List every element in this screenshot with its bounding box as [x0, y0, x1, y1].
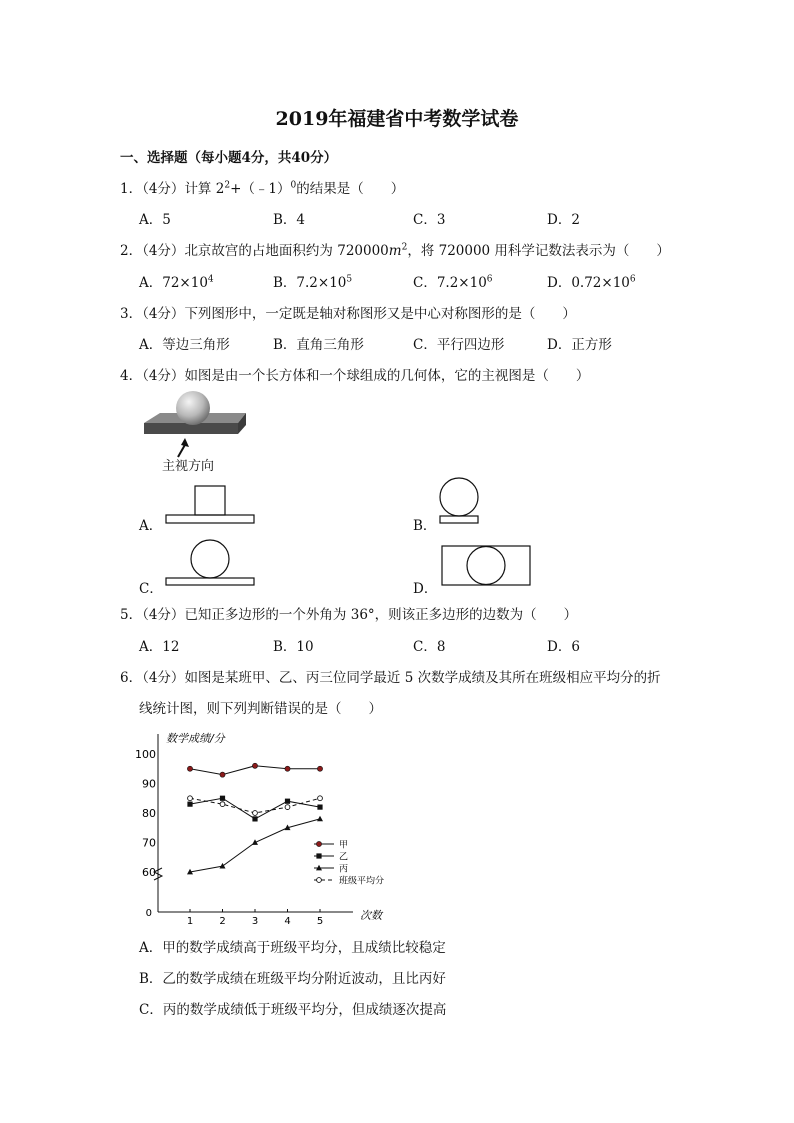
q2-option-c: [413, 271, 493, 291]
data-point: [187, 802, 192, 807]
q2-option-b-sup: 5: [346, 274, 353, 285]
q6-number: 6．: [120, 670, 143, 686]
legend-marker: [316, 853, 321, 858]
q4-option-d-figure: [440, 544, 534, 588]
q5-option-b: B．10: [273, 639, 314, 655]
data-point: [220, 772, 225, 777]
data-point: [285, 799, 290, 804]
view-direction-label: 主视方向: [162, 459, 215, 474]
data-point: [318, 796, 323, 801]
y-tick-labels: [135, 748, 156, 879]
data-point: [187, 766, 192, 771]
y-tick-label: 90: [142, 777, 156, 791]
q1-sup-1: 2: [224, 180, 231, 191]
series-3: [188, 796, 323, 816]
legend-label: 丙: [339, 864, 349, 875]
data-point: [285, 766, 290, 771]
q5-option-a: A．12: [139, 639, 180, 655]
data-point: [252, 816, 257, 821]
q1-points: （4分）: [142, 181, 185, 197]
y-tick-label: 100: [135, 748, 156, 761]
legend-label: 乙: [339, 852, 349, 863]
x-tick-label: 4: [284, 916, 291, 927]
y-axis-label: 数学成绩/分: [166, 732, 225, 745]
q4-text: 如图是由一个长方体和一个球组成的几何体，它的主视图是（ ）: [184, 368, 590, 384]
x-tick-label: 2: [219, 916, 226, 927]
q2-option-c-sup: 6: [486, 274, 493, 285]
q1-number: 1．: [120, 181, 143, 197]
chart-legend: [314, 840, 384, 887]
y-tick-label: 60: [142, 866, 156, 879]
q6-text-line1: 如图是某班甲、乙、丙三位同学最近 5 次数学成绩及其所在班级相应平均分的折: [184, 670, 661, 686]
legend-marker: [317, 878, 322, 883]
q2-text-b: ，将 720000 用科学记数法表示为（ ）: [407, 243, 670, 259]
option-c-circle: [191, 540, 229, 578]
q3-option-b: B．直角三角形: [273, 337, 364, 353]
q4-points: （4分）: [142, 368, 185, 384]
q6-points: （4分）: [142, 670, 185, 686]
q5-option-d: D．6: [547, 639, 580, 655]
question-2: [120, 239, 670, 259]
page-title: 2019年福建省中考数学试卷: [275, 108, 519, 130]
q6-option-b: B．乙的数学成绩在班级平均分附近波动，且比丙好: [139, 971, 446, 987]
q2-points: （4分）: [142, 243, 185, 259]
question-3: [120, 302, 576, 322]
data-point: [220, 796, 225, 801]
q1-option-c: C．3: [413, 212, 446, 228]
series-1: [187, 796, 322, 822]
q5-text: 已知正多边形的一个外角为 36°，则该正多边形的边数为（ ）: [184, 607, 578, 623]
q3-points: （4分）: [142, 306, 185, 322]
q1-text-c: 的结果是（ ）: [296, 181, 405, 197]
q4-option-b-figure: [436, 476, 482, 526]
question-4: [120, 364, 589, 384]
q4-option-d: D．: [413, 581, 438, 597]
q6-option-a: A．甲的数学成绩高于班级平均分，且成绩比较稳定: [139, 940, 446, 956]
x-axis-label: 次数: [360, 909, 382, 922]
q4-option-a: A．: [139, 518, 163, 534]
option-d-circle: [467, 547, 505, 585]
option-d-rect: [442, 546, 530, 585]
q3-option-d: D．正方形: [547, 337, 612, 353]
data-point: [253, 811, 258, 816]
q2-option-d: [547, 271, 636, 291]
q3-option-a: A．等边三角形: [139, 337, 230, 353]
view-arrow-head: [181, 438, 189, 447]
q4-option-c: C．: [139, 581, 163, 597]
q4-number: 4．: [120, 368, 143, 384]
q1-sup-2: 0: [290, 180, 297, 191]
data-point: [252, 763, 257, 768]
q5-option-c: C．8: [413, 639, 446, 655]
q1-option-d: D．2: [547, 212, 580, 228]
option-c-base: [166, 578, 254, 585]
origin-label: 0: [145, 908, 152, 919]
series-0: [187, 763, 322, 777]
option-b-base: [440, 516, 478, 523]
q2-option-a-sup: 4: [207, 274, 214, 285]
q2-option-d-sup: 6: [629, 274, 636, 285]
q6-text-line2: 线统计图，则下列判断错误的是（ ）: [139, 701, 382, 717]
data-point: [317, 805, 322, 810]
series-line: [190, 819, 320, 872]
chart-series: [187, 763, 323, 874]
q2-sup: 2: [401, 242, 408, 253]
q1-option-a: A．5: [139, 212, 171, 228]
option-a-square: [195, 486, 225, 515]
sphere: [176, 391, 210, 425]
q2-option-b: [273, 271, 352, 291]
q2-option-a-label: A．72×10: [139, 275, 208, 291]
section-heading: 一、选择题（每小题4分，共40分）: [120, 150, 338, 166]
q2-unit: m: [388, 243, 402, 259]
q4-option-b: B．: [413, 518, 437, 534]
series-2: [187, 816, 323, 875]
q2-option-c-label: C．7.2×10: [413, 275, 487, 291]
q1-option-b: B．4: [273, 212, 306, 228]
chart-axes: [154, 734, 353, 912]
option-b-circle: [440, 478, 478, 516]
q2-text-a: 北京故宫的占地面积约为 720000: [184, 243, 389, 259]
y-tick-label: 80: [142, 807, 156, 820]
data-point: [220, 802, 225, 807]
q2-option-d-label: D．0.72×10: [547, 275, 630, 291]
q5-points: （4分）: [142, 607, 185, 623]
question-5: [120, 603, 577, 623]
data-point: [188, 796, 193, 801]
q3-number: 3．: [120, 306, 143, 322]
q5-number: 5．: [120, 607, 143, 623]
q2-option-a: [139, 271, 214, 291]
data-point: [285, 805, 290, 810]
legend-marker: [316, 841, 321, 846]
data-point: [317, 816, 323, 822]
q3-text: 下列图形中，一定既是轴对称图形又是中心对称图形的是（ ）: [184, 306, 576, 322]
q3-option-c: C．平行四边形: [413, 337, 505, 353]
data-point: [252, 839, 258, 845]
question-6: [120, 666, 661, 686]
q2-option-b-label: B．7.2×10: [273, 275, 347, 291]
legend-label: 甲: [339, 840, 349, 851]
question-1: [120, 177, 404, 197]
x-tick-label: 1: [186, 916, 194, 927]
y-tick-label: 70: [142, 836, 156, 850]
x-tick-label: 5: [316, 916, 324, 927]
q4-option-c-figure: [164, 538, 256, 588]
data-point: [317, 766, 322, 771]
data-point: [220, 863, 226, 869]
q1-text-b: +（﹣1）: [230, 181, 291, 197]
x-tick-label: 3: [251, 916, 259, 927]
q2-number: 2．: [120, 243, 143, 259]
legend-label: 班级平均分: [339, 876, 385, 887]
score-line-chart: [135, 726, 408, 927]
q6-option-c: C．丙的数学成绩低于班级平均分，但成绩逐次提高: [139, 1002, 447, 1018]
q1-text-a: 计算 2: [184, 181, 225, 197]
q4-option-a-figure: [164, 484, 256, 526]
option-a-base: [166, 515, 254, 523]
